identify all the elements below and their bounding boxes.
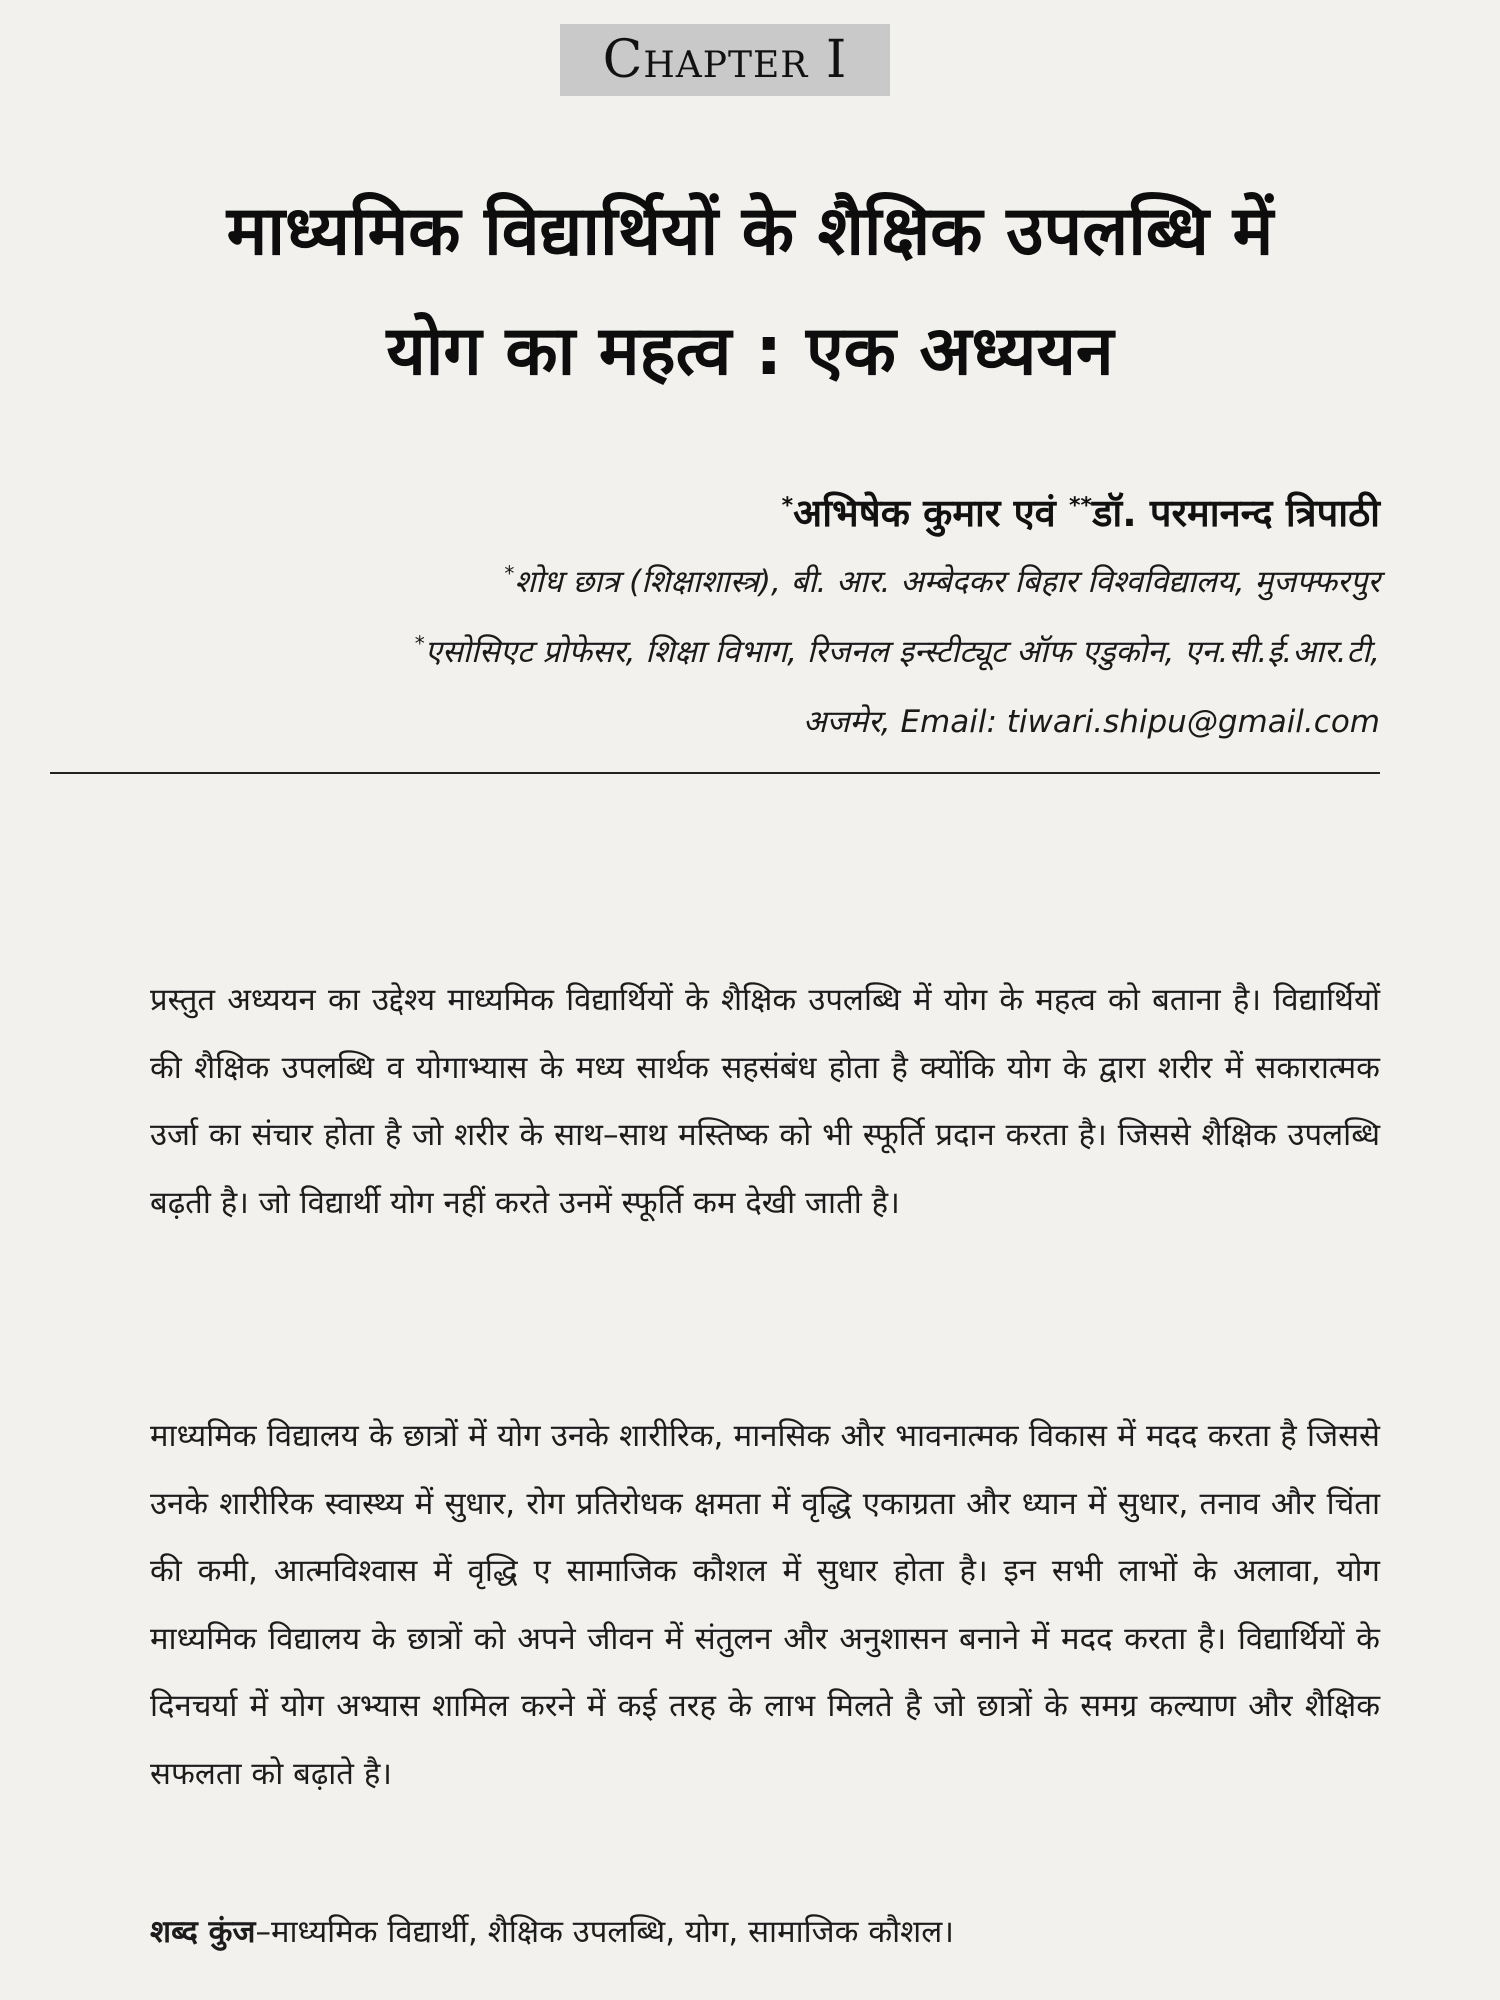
affiliation-1 <box>504 560 1380 602</box>
keywords-values: –माध्यमिक विद्यार्थी, शैक्षिक उपलब्धि, योग, सामाजिक कौशल। <box>255 1914 955 1950</box>
author2-mark: ** <box>1069 493 1093 519</box>
header-divider <box>50 772 1380 774</box>
affiliation-2-text: एसोसिएट प्रोफेसर, शिक्षा विभाग, रिजनल इन्स्टीट्यूट ऑफ एडुकोन, एन.सी.ई.आर.टी, <box>424 634 1380 670</box>
author2-name: डॉ. परमानन्द त्रिपाठी <box>1092 491 1380 535</box>
affiliation-2 <box>415 630 1380 672</box>
affiliation-1-text: शोध छात्र (शिक्षाशास्त्र), बी. आर. अम्बेदकर बिहार विश्वविद्यालय, मुजफ्फरपुर <box>514 564 1380 600</box>
author-line <box>782 486 1380 538</box>
author1-name: अभिषेक कुमार एवं <box>793 491 1056 535</box>
chapter-heading: Chapter I <box>602 30 848 90</box>
title-line-2: योग का महत्व : एक अध्ययन <box>386 312 1114 391</box>
keywords-line <box>150 1910 1380 1952</box>
abstract-paragraph-2: माध्यमिक विद्यालय के छात्रों में योग उनके शारीरिक, मानसिक और भावनात्मक विकास में मदद करता है जिससे उनके शारीरिक स्वास्थ्य में सुधार, रोग प्रतिरोधक क्षमता में वृद्धि एकाग्रता और ध्यान में सुधार, तनाव और चिंता की कमी, आत्मविश्वास में वृद्धि ए सामाजिक कौशल में सुधार होता है। इन सभी लाभों के अलावा, योग माध्यमिक विद्यालय के छात्रों को अपने जीवन में संतुलन और अनुशासन बनाने में मदद करता है। विद्यार्थियों के दिनचर्या में योग अभ्यास शामिल करने में कई तरह के लाभ मिलते है जो छात्रों के समग्र कल्याण और शैक्षिक सफलता को बढ़ाते है। <box>150 1418 1380 1792</box>
affiliation-1-mark: * <box>504 561 515 586</box>
keywords-label: शब्द कुंज <box>150 1914 256 1950</box>
abstract-paragraph-1: प्रस्तुत अध्ययन का उद्देश्य माध्यमिक विद्यार्थियों के शैक्षिक उपलब्धि में योग के महत्व को बताना है। विद्यार्थियों की शैक्षिक उपलब्धि व योगाभ्यास के मध्य सार्थक सहसंबंध होता है क्योंकि योग के द्वारा शरीर में सकारात्मक उर्जा का संचार होता है जो शरीर के साथ–साथ मस्तिष्क को भी स्फूर्ति प्रदान करता है। जिससे शैक्षिक उपलब्धि बढ़ती है। जो विद्यार्थी योग नहीं करते उनमें स्फूर्ति कम देखी जाती है। <box>150 982 1380 1221</box>
chapter-heading-box <box>560 24 890 96</box>
affiliation-3: अजमेर, Email: tiwari.shipu@gmail.com <box>802 704 1380 740</box>
affiliation-2-mark: * <box>414 631 425 656</box>
author1-mark: * <box>781 493 794 519</box>
title-line-1: माध्यमिक विद्यार्थियों के शैक्षिक उपलब्धि में <box>226 192 1274 271</box>
